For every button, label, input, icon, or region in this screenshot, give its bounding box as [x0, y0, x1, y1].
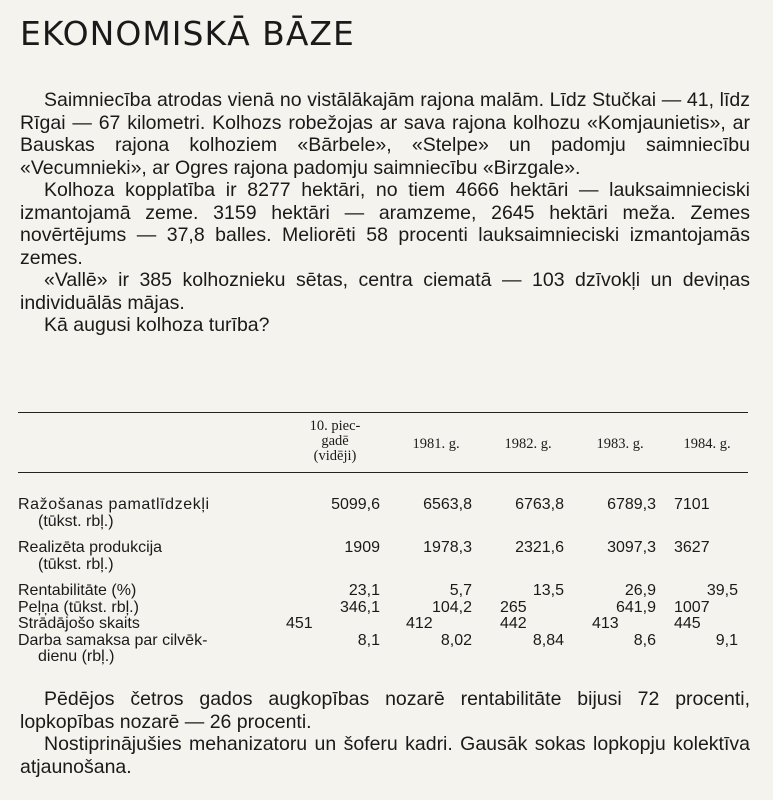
economic-table — [18, 412, 748, 666]
table-cell: 13,5 — [532, 582, 564, 599]
table-cell: 265 — [500, 598, 527, 616]
intro-question: Kā augusi kolhoza turība? — [44, 314, 270, 336]
row-label-line: Darba samaksa par cilvēk- — [18, 631, 208, 649]
table-cell: 1007 — [674, 598, 710, 616]
table-cell: 9,1 — [715, 631, 738, 649]
table-cell: 5,7 — [449, 582, 472, 599]
table-cell: 104,2 — [431, 598, 472, 616]
row-label — [18, 633, 280, 666]
table-row — [18, 633, 748, 666]
table-cell: 23,1 — [348, 582, 380, 599]
row-label-unit: dienu (rbļ.) — [38, 648, 115, 665]
table-cell: 413 — [592, 615, 619, 632]
intro-text — [20, 89, 750, 337]
table-cell: 7101 — [674, 496, 710, 513]
table-cell: 39,5 — [706, 582, 738, 599]
table-cell: 346,1 — [339, 598, 380, 616]
row-label — [18, 497, 280, 530]
column-header: 1982. g. — [504, 436, 552, 452]
table-cell: 8,84 — [532, 631, 564, 649]
data-table — [18, 413, 748, 666]
row-label-line: Realizēta produkcija — [18, 539, 163, 556]
table-header-row — [18, 413, 748, 472]
outro-text — [20, 688, 750, 778]
row-label-unit: (tūkst. rbļ.) — [38, 512, 114, 530]
table-row — [18, 473, 748, 497]
table-row — [18, 616, 748, 633]
table-cell: 2321,6 — [515, 539, 564, 556]
row-label-line: Strādājošo skaits — [18, 615, 140, 632]
column-header: 1983. g. — [596, 436, 644, 452]
table-cell: 445 — [674, 615, 701, 632]
table-row — [18, 573, 748, 600]
row-label-line: Rentabilitāte (%) — [18, 582, 137, 599]
table-row — [18, 530, 748, 573]
intro-paragraph: «Vallē» ir 385 kolhoznieku sētas, centra ciematā — 103 dzīvokļi un deviņas individuālās mājas. — [20, 269, 750, 314]
column-header — [280, 413, 390, 472]
table-cell: 8,1 — [357, 631, 380, 649]
table-cell: 412 — [406, 615, 433, 632]
table-cell: 26,9 — [624, 582, 656, 599]
table-row — [18, 497, 748, 530]
column-header-line: (vidēji) — [313, 448, 357, 464]
table-cell: 3627 — [674, 539, 710, 556]
row-label — [18, 573, 280, 600]
table-cell: 6789,3 — [607, 496, 656, 513]
table-cell: 641,9 — [615, 598, 656, 616]
table-cell: 6563,8 — [423, 496, 472, 513]
table-cell: 8,02 — [440, 631, 472, 649]
table-cell: 6763,8 — [515, 496, 564, 513]
table-cell: 1909 — [344, 539, 380, 556]
column-header: 1984. g. — [683, 436, 731, 452]
table-cell: 1978,3 — [423, 539, 472, 556]
intro-paragraph: Kolhoza kopplatība ir 8277 hektāri, no tiem 4666 hektāri — lauksaimnieciski izmantojamā zeme. 3159 hektāri — aramzeme, 2645 hektāri meža. Zemes novērtējums — 37,8 balles. Meliorēti 58 procenti lauksaimnieciski izmantojamās zemes. — [20, 179, 750, 269]
table-row — [18, 600, 748, 617]
row-label-unit: (tūkst. rbļ.) — [38, 555, 114, 573]
row-label-line: Peļņa (tūkst. rbļ.) — [18, 598, 139, 616]
table-cell: 5099,6 — [331, 496, 380, 513]
table-cell: 451 — [286, 615, 313, 632]
column-header-line: gadē — [321, 433, 349, 449]
label-header — [18, 413, 280, 472]
outro-paragraph: Pēdējos četros gados augkopības nozarē rentabilitāte bijusi 72 procenti, lopkopības nozarē — 26 procenti. — [20, 688, 750, 733]
table-cell: 8,6 — [633, 631, 656, 649]
column-header-line: 10. piec- — [309, 418, 361, 434]
page-heading: EKONOMISKĀ BĀZE — [20, 14, 355, 53]
row-label — [18, 616, 280, 633]
row-label — [18, 600, 280, 617]
table-cell: 3097,3 — [607, 539, 656, 556]
intro-paragraph: Saimniecība atrodas vienā no vistālākajām rajona malām. Līdz Stučkai — 41, līdz Rīgai — 67 kilometri. Kolhozs robežojas ar sava rajona kolhozu «Komjaunietis», ar Bauskas rajona kolhoziem «Bārbele», «Stelpe» un padomju saimniecību «Vecumnieki», ar Ogres rajona padomju saimniecību «Birzgale». — [20, 89, 750, 179]
table-cell: 442 — [500, 615, 527, 632]
row-label-line: Ražošanas pamatlīdzekļi — [18, 496, 210, 513]
outro-paragraph: Nostiprinājušies mehanizatoru un šoferu kadri. Gausāk sokas lopkopju kolektīva atjaunošana. — [20, 733, 750, 778]
row-label — [18, 530, 280, 573]
column-header: 1981. g. — [412, 436, 460, 452]
